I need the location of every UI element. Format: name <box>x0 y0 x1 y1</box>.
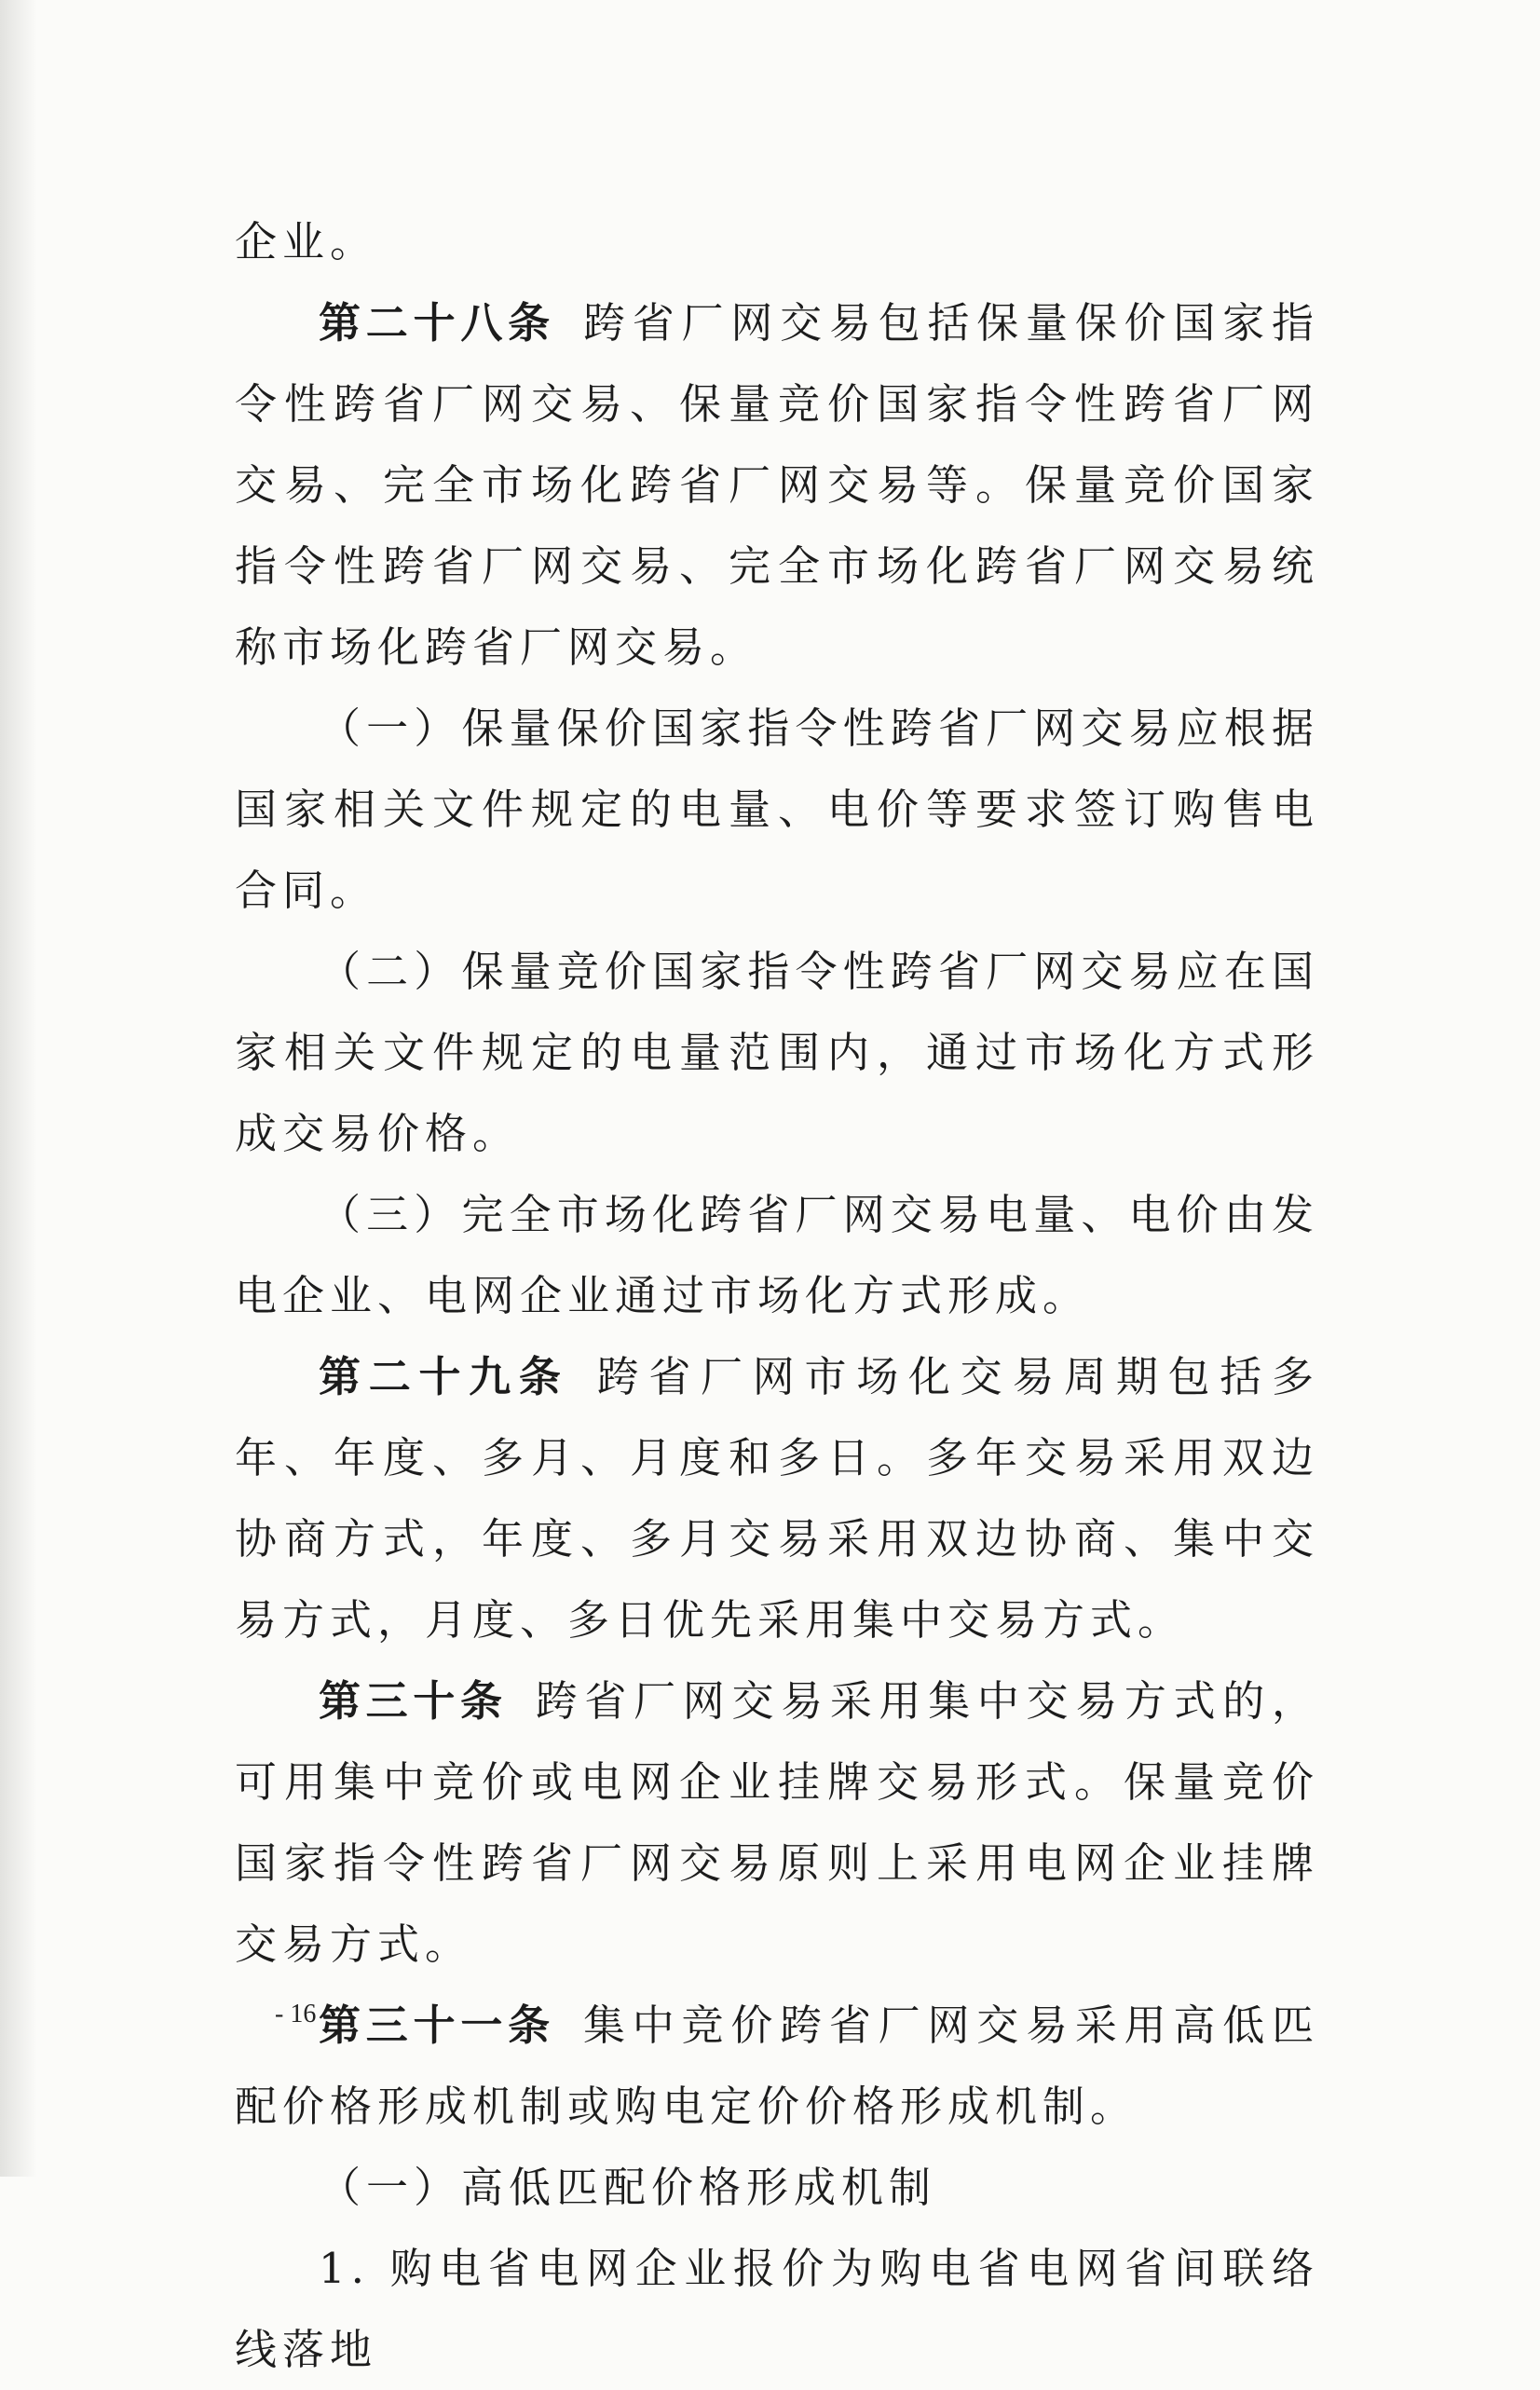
clause-3 <box>235 1174 1319 1336</box>
document-body <box>235 201 1319 2390</box>
paragraph-text: （三）完全市场化跨省厂网交易电量、电价由发电企业、电网企业通过市场化方式形成。 <box>235 1190 1319 1320</box>
paragraph-text: 跨省厂网交易包括保量保价国家指令性跨省厂网交易、保量竞价国家指令性跨省厂网交易、完全市场化跨省厂网交易等。保量竞价国家指令性跨省厂网交易、完全市场化跨省厂网交易统称市场化跨省厂网交易。 <box>235 298 1319 672</box>
paragraph-text: 集中竞价跨省厂网交易采用高低匹配价格形成机制或购电定价价格形成机制。 <box>235 2001 1319 2131</box>
paragraph-continuation <box>235 201 1319 282</box>
paragraph-text: （一）保量保价国家指令性跨省厂网交易应根据国家相关文件规定的电量、电价等要求签订购售电合同。 <box>235 703 1319 915</box>
paragraph-text: 跨省厂网交易采用集中交易方式的，可用集中竞价或电网企业挂牌交易形式。保量竞价国家指令性跨省厂网交易原则上采用电网企业挂牌交易方式。 <box>235 1676 1319 1969</box>
clause-1 <box>235 688 1319 931</box>
paragraph-text: （一）高低匹配价格形成机制 <box>319 2163 937 2212</box>
paragraph-text: 企业。 <box>235 217 378 266</box>
paragraph-text: 跨省厂网市场化交易周期包括多年、年度、多月、月度和多日。多年交易采用双边协商方式，年度、多月交易采用双边协商、集中交易方式，月度、多日优先采用集中交易方式。 <box>235 1352 1319 1645</box>
article-28 <box>235 282 1319 688</box>
article-label: 第三十条 <box>319 1676 508 1726</box>
paragraph-text: （二）保量竞价国家指令性跨省厂网交易应在国家相关文件规定的电量范围内，通过市场化方式形成交易价格。 <box>235 947 1319 1158</box>
article-label: 第二十八条 <box>319 298 555 348</box>
article-label: 第二十九条 <box>319 1352 569 1401</box>
clause-2 <box>235 931 1319 1174</box>
numbered-item-1 <box>235 2228 1319 2390</box>
page-number: - 16 - <box>275 2000 332 2028</box>
paragraph-text: 1. 购电省电网企业报价为购电省电网省间联络线落地 <box>235 2244 1319 2374</box>
article-29 <box>235 1336 1319 1660</box>
article-31 <box>235 1985 1319 2147</box>
sub-heading-1 <box>235 2147 1319 2228</box>
article-30 <box>235 1660 1319 1985</box>
scan-edge-shadow <box>0 0 37 2177</box>
article-label: 第三十一条 <box>319 2001 555 2050</box>
